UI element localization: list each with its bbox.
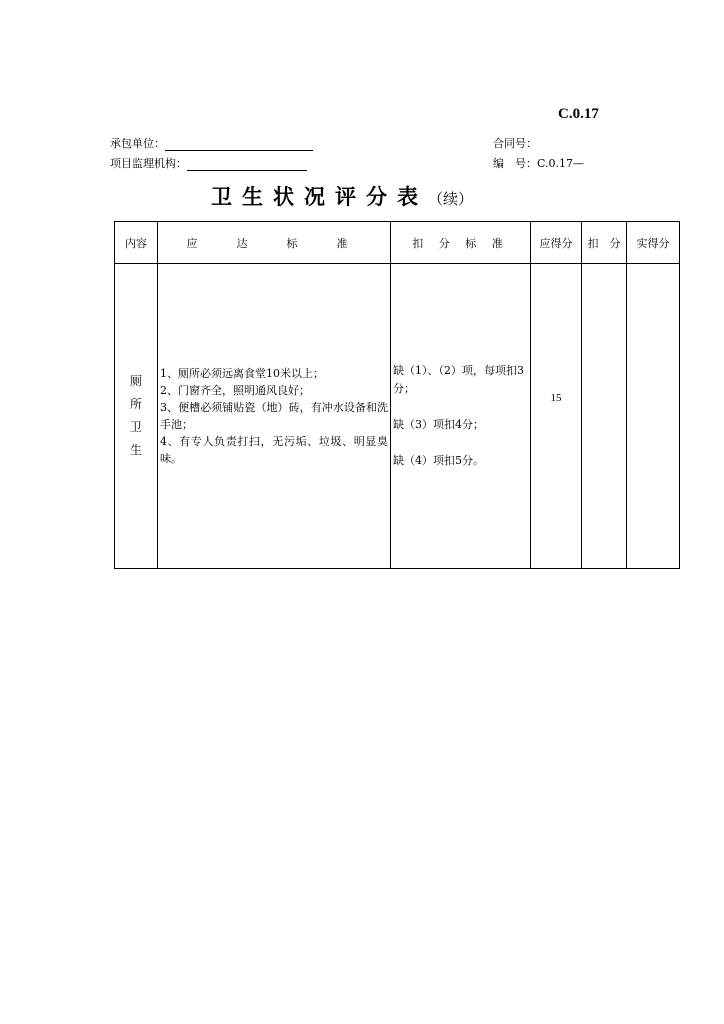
- deduction-item: 缺（3）项扣4分；: [393, 418, 484, 431]
- supervisor-field: [110, 157, 307, 171]
- supervisor-label: 项目监理机构：: [110, 157, 187, 170]
- serial-field: [493, 157, 584, 171]
- due-points-value: 15: [550, 392, 562, 404]
- score-table: [114, 221, 680, 569]
- contractor-field: [110, 137, 313, 151]
- table-header-row: [115, 222, 680, 264]
- title-main: 卫生状况评分表: [211, 185, 428, 209]
- header-deducted: 扣 分: [582, 222, 627, 264]
- table-row: [115, 264, 680, 569]
- deduction-item: 缺（4）项扣5分。: [393, 454, 484, 467]
- deductions-cell: [391, 264, 531, 569]
- category-char: 生: [129, 443, 142, 457]
- standard-item: 3、便槽必须铺贴瓷（地）砖，有冲水设备和洗手池；: [160, 401, 388, 431]
- supervisor-blank[interactable]: [187, 158, 307, 171]
- category-cell: [115, 264, 158, 569]
- header-standard: 应 达 标 准: [158, 222, 391, 264]
- category-char: 卫: [129, 420, 142, 434]
- header-content: 内容: [115, 222, 158, 264]
- actual-points-cell[interactable]: [627, 264, 680, 569]
- deduction-item: 缺（1）、（2）项，每项扣3分；: [393, 364, 524, 395]
- contract-no-label: 合同号：: [493, 137, 537, 150]
- standard-item: 1、厕所必须远离食堂10米以上；: [160, 367, 324, 380]
- standard-item: 2、门窗齐全，照明通风良好；: [160, 384, 310, 397]
- contractor-blank[interactable]: [165, 138, 313, 151]
- standard-item: 4、有专人负责打扫，无污垢、垃圾、明显臭味。: [160, 435, 388, 465]
- category-char: 厕: [129, 374, 142, 388]
- standards-cell: [158, 264, 391, 569]
- deducted-cell[interactable]: [582, 264, 627, 569]
- header-due-points: 应得分: [531, 222, 582, 264]
- header-actual-points: 实得分: [627, 222, 680, 264]
- category-char: 所: [129, 397, 142, 411]
- header-deduction-standard: 扣 分 标 准: [391, 222, 531, 264]
- serial-label: 编 号：C.0.17—: [493, 157, 585, 170]
- form-code: C.0.17: [558, 106, 599, 122]
- contract-no-field: [493, 137, 537, 151]
- due-points-cell: [531, 264, 582, 569]
- page-title: [211, 181, 473, 211]
- contractor-label: 承包单位：: [110, 137, 165, 150]
- title-suffix: （续）: [428, 190, 474, 208]
